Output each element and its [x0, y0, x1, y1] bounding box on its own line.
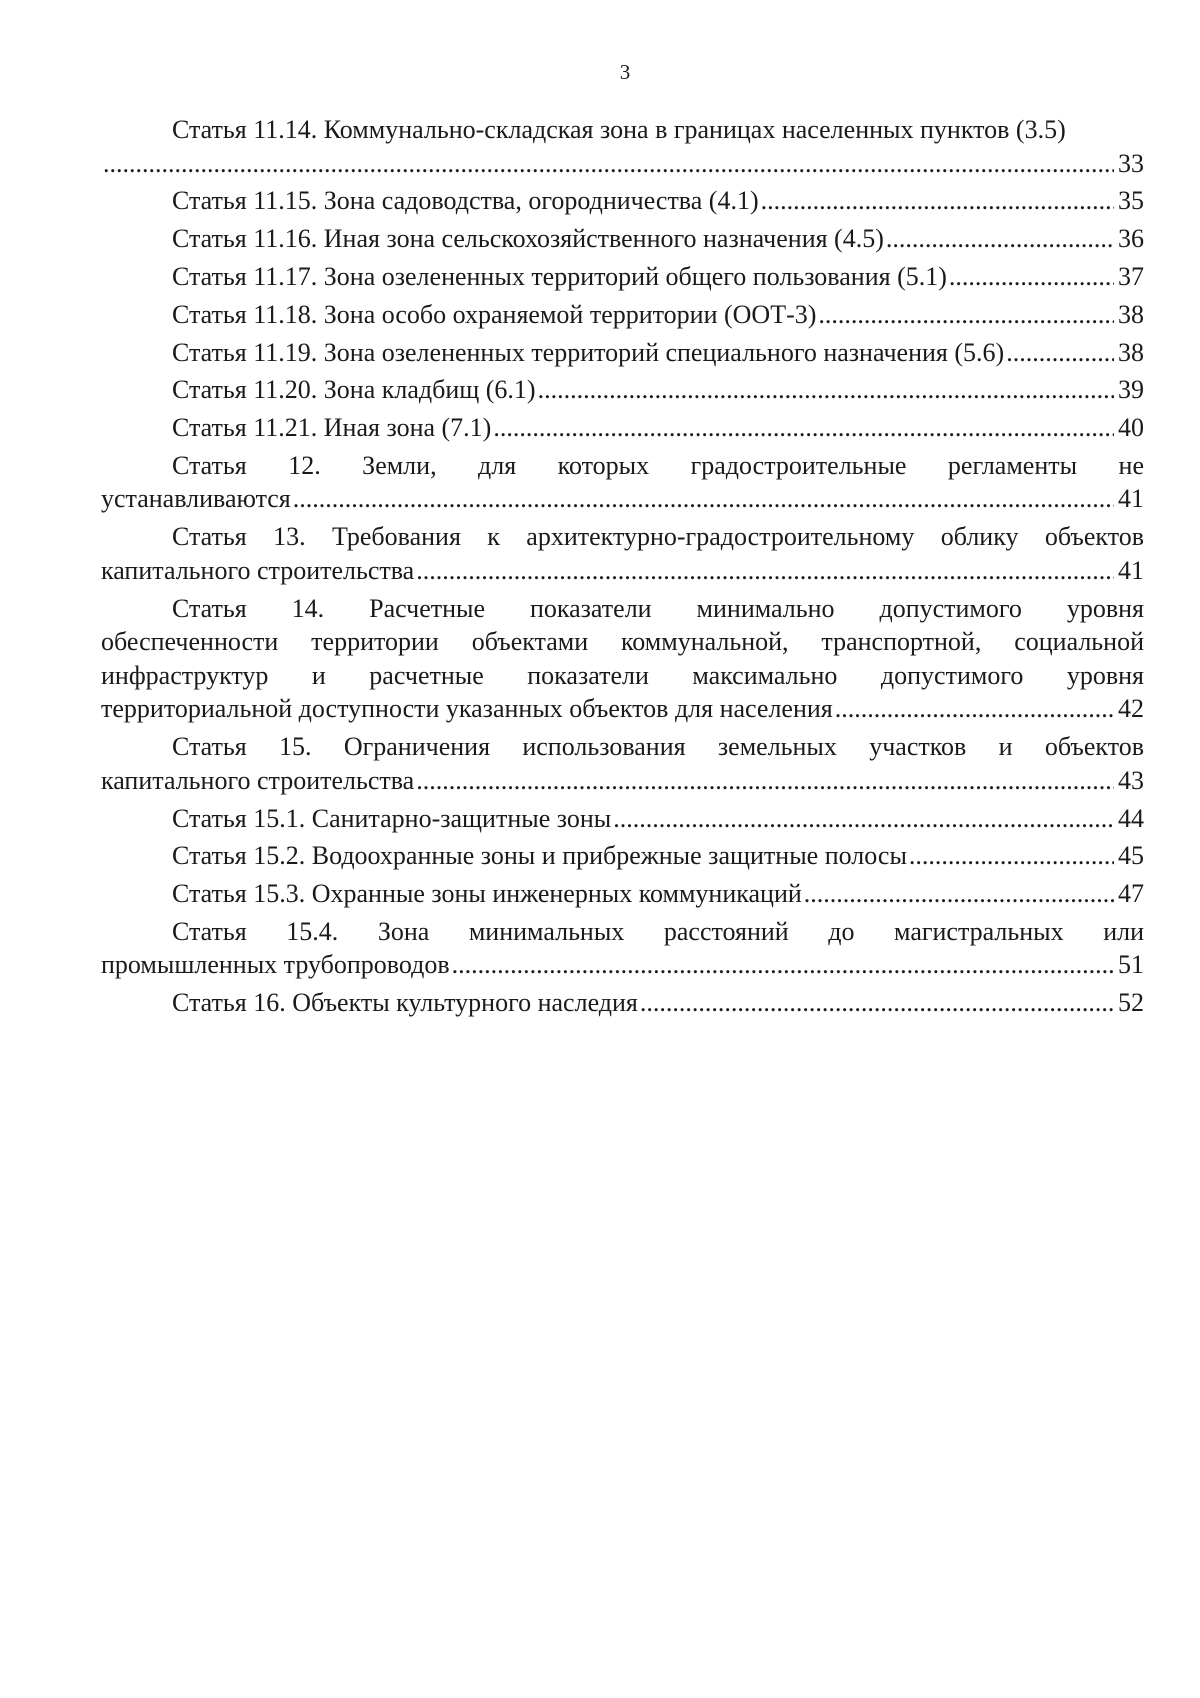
toc-page-number: 42	[1118, 694, 1144, 724]
dot-leader	[835, 692, 1114, 726]
toc-entry-title: Статья 15.4. Зона минимальных расстояний до магистральных или	[172, 916, 1144, 946]
toc-entry-last-line	[101, 764, 1144, 798]
toc-entry-15-3[interactable]	[101, 877, 1144, 911]
page-number: 3	[619, 60, 631, 84]
toc-entry-title-tail: капитального строительства	[101, 555, 415, 585]
toc-entry-title-tail: капитального строительства	[101, 765, 415, 795]
dot-leader	[416, 554, 1114, 588]
toc-page-number: 43	[1118, 765, 1144, 795]
toc-entry-last-line	[101, 482, 1144, 516]
toc-entry-title: Статья 11.20. Зона кладбищ (6.1)	[172, 375, 536, 405]
toc-page-number: 40	[1118, 413, 1144, 443]
toc-entry-11-16[interactable]	[101, 222, 1144, 256]
toc-entry-last-line	[101, 692, 1144, 726]
toc-page-number: 51	[1118, 950, 1144, 980]
toc-entry-16[interactable]	[101, 986, 1144, 1020]
toc-entry-title: Статья 15.3. Охранные зоны инженерных коммуникаций	[172, 879, 802, 909]
dot-leader	[818, 298, 1114, 332]
toc-entry-title: Статья 15. Ограничения использования земельных участков и объектов	[172, 732, 1144, 762]
toc-entry-11-14[interactable]	[101, 113, 1144, 180]
toc-entry-12[interactable]	[101, 449, 1144, 516]
toc-entry-title: Статья 11.17. Зона озелененных территорий общего пользования (5.1)	[172, 261, 947, 291]
toc-entry-title: Статья 16. Объекты культурного наследия	[172, 988, 638, 1018]
toc-entry-title: Статья 12. Земли, для которых градостроительные регламенты не	[172, 450, 1144, 480]
toc-entry-11-19[interactable]	[101, 336, 1144, 370]
table-of-contents	[101, 113, 1144, 1024]
toc-entry-title: Статья 11.18. Зона особо охраняемой территории (ООТ-3)	[172, 299, 817, 329]
toc-entry-last-line	[101, 948, 1144, 982]
toc-page-number: 37	[1118, 261, 1144, 291]
toc-page-number: 52	[1118, 988, 1144, 1018]
dot-leader	[538, 373, 1114, 407]
toc-entry-title: Статья 13. Требования к архитектурно-градостроительному облику объектов	[172, 522, 1144, 552]
toc-page-number: 33	[1118, 148, 1144, 178]
toc-entry-title: Статья 14. Расчетные показатели минимально допустимого уровня	[172, 593, 1144, 623]
toc-entry-11-17[interactable]	[101, 260, 1144, 294]
dot-leader	[909, 839, 1114, 873]
toc-entry-11-15[interactable]	[101, 184, 1144, 218]
toc-entry-title-tail: промышленных трубопроводов	[101, 950, 450, 980]
toc-entry-15-1[interactable]	[101, 802, 1144, 836]
toc-entry-title: Статья 11.19. Зона озелененных территорий специального назначения (5.6)	[172, 337, 1005, 367]
toc-entry-title-tail: устанавливаются	[101, 484, 291, 514]
toc-page-number: 38	[1118, 337, 1144, 367]
toc-page-number: 39	[1118, 375, 1144, 405]
toc-entry-title: Статья 11.16. Иная зона сельскохозяйственного назначения (4.5)	[172, 224, 884, 254]
dot-leader	[804, 877, 1114, 911]
toc-entry-title: Статья 11.21. Иная зона (7.1)	[172, 413, 492, 443]
toc-entry-title-line-3: инфраструктур и расчетные показатели максимально допустимого уровня	[101, 660, 1144, 690]
toc-page-number: 44	[1118, 803, 1144, 833]
dot-leader	[640, 986, 1114, 1020]
toc-entry-title-tail: территориальной доступности указанных объектов для населения	[101, 694, 833, 724]
toc-entry-last-line	[101, 554, 1144, 588]
dot-leader	[1006, 336, 1114, 370]
toc-page-number: 35	[1118, 186, 1144, 216]
toc-page-number: 47	[1118, 879, 1144, 909]
dot-leader	[493, 411, 1114, 445]
toc-page-number: 45	[1118, 841, 1144, 871]
dot-leader	[103, 147, 1114, 181]
toc-entry-11-18[interactable]	[101, 298, 1144, 332]
toc-entry-15-4[interactable]	[101, 915, 1144, 982]
toc-entry-13[interactable]	[101, 520, 1144, 587]
dot-leader	[761, 184, 1114, 218]
toc-entry-last-line	[101, 147, 1144, 181]
toc-entry-14[interactable]	[101, 592, 1144, 726]
toc-page-number: 36	[1118, 224, 1144, 254]
toc-entry-15[interactable]	[101, 730, 1144, 797]
toc-page-number: 41	[1118, 555, 1144, 585]
dot-leader	[452, 948, 1114, 982]
toc-entry-title: Статья 11.15. Зона садоводства, огородничества (4.1)	[172, 186, 759, 216]
toc-entry-title: Статья 11.14. Коммунально-складская зона в границах населенных пунктов (3.5)	[172, 115, 1066, 144]
dot-leader	[293, 482, 1114, 516]
dot-leader	[949, 260, 1114, 294]
toc-page-number: 41	[1118, 484, 1144, 514]
toc-entry-title: Статья 15.1. Санитарно-защитные зоны	[172, 803, 612, 833]
toc-entry-title-line-2: обеспеченности территории объектами коммунальной, транспортной, социальной	[101, 627, 1144, 657]
dot-leader	[886, 222, 1114, 256]
dot-leader	[416, 764, 1114, 798]
toc-entry-15-2[interactable]	[101, 839, 1144, 873]
dot-leader	[613, 802, 1114, 836]
toc-entry-11-20[interactable]	[101, 373, 1144, 407]
toc-entry-title: Статья 15.2. Водоохранные зоны и прибрежные защитные полосы	[172, 841, 907, 871]
toc-entry-11-21[interactable]	[101, 411, 1144, 445]
toc-page-number: 38	[1118, 299, 1144, 329]
